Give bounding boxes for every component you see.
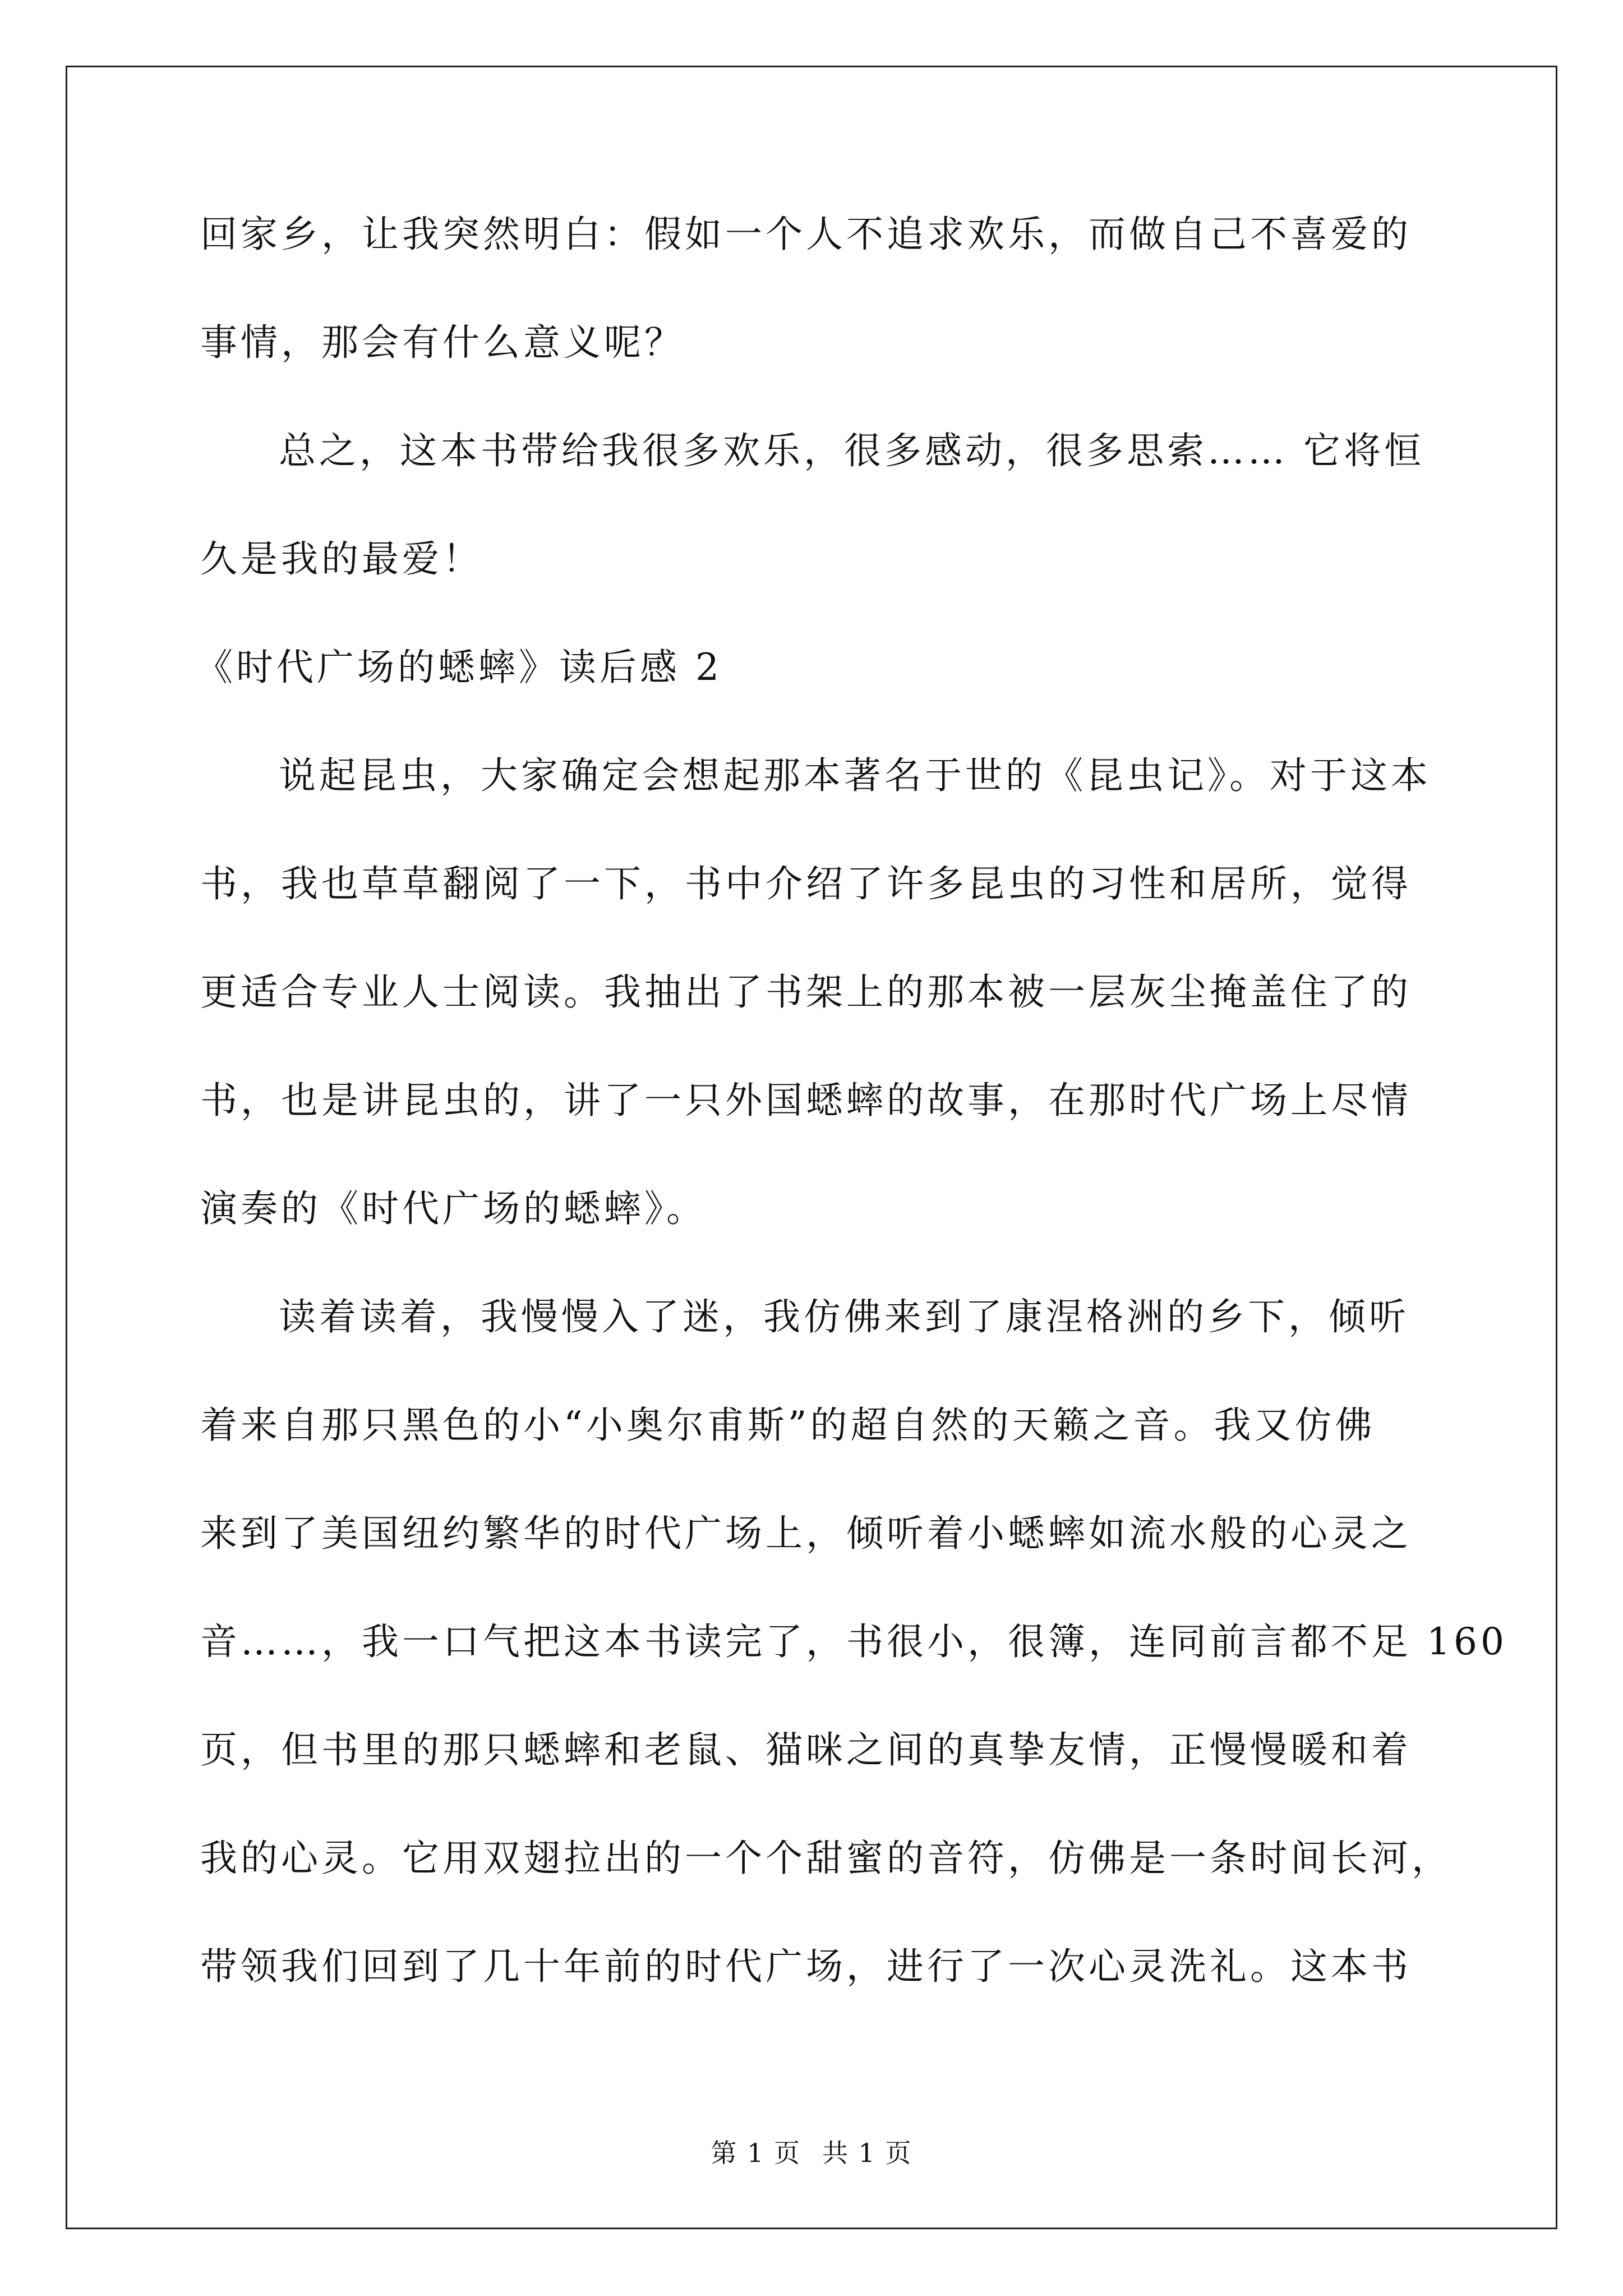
- section-heading: 《时代广场的蟋蟀》读后感 2: [196, 646, 722, 689]
- text-line: 久是我的最爱！: [200, 537, 483, 581]
- page-footer: [0, 2137, 1623, 2169]
- text-line: 事情，那会有什么意义呢？: [200, 321, 685, 364]
- text-line: 书，也是讲昆虫的，讲了一只外国蟋蟀的故事，在那时代广场上尽情: [200, 1079, 1412, 1122]
- text-line: 带领我们回到了几十年前的时代广场，进行了一次心灵洗礼。这本书: [200, 1945, 1412, 1988]
- text-line: 回家乡，让我突然明白：假如一个人不追求欢乐，而做自己不喜爱的: [200, 213, 1412, 256]
- document-body: [196, 208, 1507, 1994]
- text-line: 页，但书里的那只蟋蟀和老鼠、猫咪之间的真挚友情，正慢慢暖和着: [200, 1728, 1412, 1772]
- page-number: 第 1 页: [711, 2138, 801, 2168]
- text-line: 说起昆虫，大家确定会想起那本著名于世的《昆虫记》。对于这本: [279, 754, 1431, 797]
- page-total: 共 1 页: [822, 2138, 912, 2168]
- text-line: 更适合专业人士阅读。我抽出了书架上的那本被一层灰尘掩盖住了的: [200, 970, 1412, 1014]
- text-line: 读着读着，我慢慢入了迷，我仿佛来到了康涅格洲的乡下，倾听: [279, 1295, 1409, 1338]
- text-line: 书，我也草草翻阅了一下，书中介绍了许多昆虫的习性和居所，觉得: [200, 862, 1412, 905]
- text-line: 着来自那只黑色的小“小奥尔甫斯”的超自然的天籁之音。我又仿佛: [200, 1404, 1376, 1447]
- text-line: 我的心灵。它用双翅拉出的一个个甜蜜的音符，仿佛是一条时间长河，: [200, 1837, 1452, 1880]
- text-line: 来到了美国纽约繁华的时代广场上，倾听着小蟋蟀如流水般的心灵之: [200, 1512, 1412, 1555]
- text-line: 演奏的《时代广场的蟋蟀》。: [200, 1187, 707, 1230]
- text-line: 音……，我一口气把这本书读完了，书很小，很簿，连同前言都不足 160: [200, 1620, 1507, 1663]
- text-line: 总之，这本书带给我很多欢乐，很多感动，很多思索…… 它将恒: [279, 429, 1424, 472]
